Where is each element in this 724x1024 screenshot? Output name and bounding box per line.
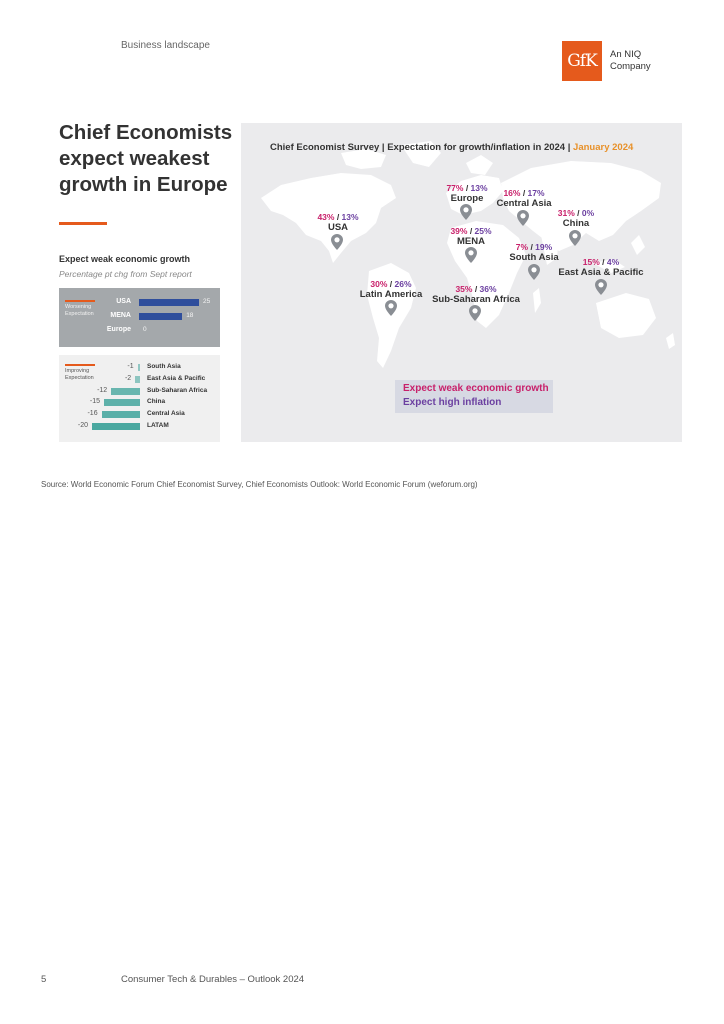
- region-name: MENA: [457, 236, 485, 247]
- worsening-bar: [139, 313, 182, 320]
- map-region-label: [432, 284, 520, 305]
- growth-value: 35%: [455, 284, 473, 294]
- source-note: Source: World Economic Forum Chief Economist Survey, Chief Economists Outlook: World Economic Forum (weforum.org): [41, 480, 478, 489]
- region-name: Latin America: [359, 289, 423, 300]
- region-name: Europe: [450, 193, 484, 204]
- logo-tagline-line1: An NIQ: [610, 49, 642, 60]
- region-percentages: [446, 183, 487, 193]
- map-region-label: [496, 188, 551, 209]
- region-name: East Asia & Pacific: [558, 267, 644, 278]
- growth-value: 16%: [503, 188, 521, 198]
- bar-category-label: MENA: [110, 312, 131, 319]
- page-number: 5: [41, 974, 47, 985]
- page-headline: Chief Economists expect weakest growth in Europe: [59, 121, 233, 196]
- region-name: Sub-Saharan Africa: [432, 294, 520, 305]
- improving-bar: [104, 399, 140, 406]
- bar-value-label: 0: [143, 326, 147, 333]
- map-pin-icon: [469, 305, 481, 321]
- region-percentages: [432, 284, 520, 294]
- map-pin-icon: [385, 300, 397, 316]
- growth-value: 39%: [450, 226, 468, 236]
- map-region-label: [446, 183, 487, 204]
- map-pin-icon: [528, 264, 540, 280]
- bar-category-label: South Asia: [147, 363, 181, 370]
- bar-value-label: 25: [203, 298, 211, 305]
- value-separator: /: [472, 284, 480, 294]
- value-separator: /: [467, 226, 475, 236]
- bar-category-label: Sub-Saharan Africa: [147, 386, 208, 394]
- gfk-logo: GfK: [562, 41, 602, 81]
- map-title: [270, 142, 633, 153]
- region-percentages: [558, 208, 594, 218]
- inflation-value: 17%: [527, 188, 545, 198]
- map-pin-icon: [517, 210, 529, 226]
- map-region-label: [360, 279, 422, 300]
- map-pin-icon: [569, 230, 581, 246]
- region-name: South Asia: [509, 252, 559, 263]
- bar-value-label: -2: [124, 374, 132, 382]
- region-percentages: [558, 257, 643, 267]
- bar-value-label: -12: [97, 386, 108, 394]
- inflation-value: 26%: [394, 279, 412, 289]
- legend-inflation: Expect high inflation: [403, 397, 502, 408]
- bar-value-label: -16: [87, 410, 98, 418]
- growth-value: 31%: [557, 208, 575, 218]
- region-percentages: [509, 242, 558, 252]
- value-separator: /: [599, 257, 607, 267]
- inflation-value: 4%: [606, 257, 620, 267]
- inflation-value: 13%: [341, 212, 359, 222]
- region-percentages: [496, 188, 551, 198]
- value-separator: /: [387, 279, 395, 289]
- map-pin-icon: [331, 234, 343, 250]
- accent-divider: [59, 222, 107, 225]
- improving-bar: [102, 411, 140, 418]
- map-pin-icon: [460, 204, 472, 220]
- improving-bar: [135, 376, 140, 383]
- bar-category-label: Europe: [106, 326, 131, 333]
- legend-rule: [65, 300, 95, 302]
- worsening-panel: [59, 288, 220, 347]
- value-separator: /: [520, 188, 528, 198]
- growth-value: 15%: [582, 257, 600, 267]
- bar-category-label: LATAM: [147, 422, 169, 429]
- inflation-value: 36%: [479, 284, 497, 294]
- region-percentages: [360, 279, 422, 289]
- improving-panel: [59, 355, 220, 442]
- map-region-label: [509, 242, 558, 263]
- bar-category-label: Central Asia: [147, 410, 185, 418]
- growth-value: 77%: [446, 183, 464, 193]
- bar-chart-subtitle: Percentage pt chg from Sept report: [59, 269, 192, 279]
- inflation-value: 25%: [474, 226, 492, 236]
- logo-tagline-line2: Company: [610, 61, 651, 72]
- bar-value-label: 18: [186, 312, 194, 319]
- region-name: USA: [327, 222, 349, 233]
- value-separator: /: [574, 208, 582, 218]
- value-separator: /: [528, 242, 536, 252]
- bar-category-label: China: [147, 398, 166, 406]
- section-label: Business landscape: [121, 40, 210, 51]
- footer-title: Consumer Tech & Durables – Outlook 2024: [121, 974, 305, 985]
- bar-value-label: -1: [127, 363, 134, 370]
- growth-value: 43%: [317, 212, 335, 222]
- region-percentages: [450, 226, 491, 236]
- legend-growth: Expect weak economic growth: [403, 383, 549, 394]
- inflation-value: 0%: [581, 208, 595, 218]
- map-title-date: January 2024: [573, 142, 634, 153]
- map-region-label: [450, 226, 491, 247]
- region-name: China: [562, 218, 590, 229]
- bar-chart-title: Expect weak economic growth: [59, 254, 191, 264]
- map-region-label: [558, 208, 594, 229]
- map-legend: [395, 380, 553, 413]
- map-region-label: [558, 257, 643, 278]
- map-region-label: [317, 212, 358, 233]
- value-separator: /: [463, 183, 471, 193]
- region-percentages: [317, 212, 358, 222]
- inflation-value: 19%: [535, 242, 553, 252]
- legend-rule: [65, 364, 95, 366]
- map-pin-icon: [595, 279, 607, 295]
- improving-bar: [92, 423, 140, 430]
- inflation-value: 13%: [470, 183, 488, 193]
- value-separator: /: [334, 212, 342, 222]
- bar-value-label: -20: [77, 422, 88, 429]
- worsening-bar: [139, 299, 199, 306]
- growth-value: 30%: [370, 279, 388, 289]
- map-pin-icon: [465, 247, 477, 263]
- legend-worsening: Worsening Expectation: [65, 304, 94, 317]
- improving-bar: [111, 388, 140, 395]
- bar-value-label: -15: [89, 398, 100, 406]
- bar-category-label: USA: [116, 298, 131, 305]
- map-title-text: Chief Economist Survey | Expectation for growth/inflation in 2024 |: [270, 142, 571, 153]
- logo-tagline: [610, 49, 651, 73]
- legend-improving: Improving Expectation: [65, 368, 94, 381]
- bar-category-label: East Asia & Pacific: [147, 374, 206, 382]
- region-name: Central Asia: [496, 198, 552, 209]
- improving-bar: [138, 364, 140, 371]
- growth-value: 7%: [515, 242, 529, 252]
